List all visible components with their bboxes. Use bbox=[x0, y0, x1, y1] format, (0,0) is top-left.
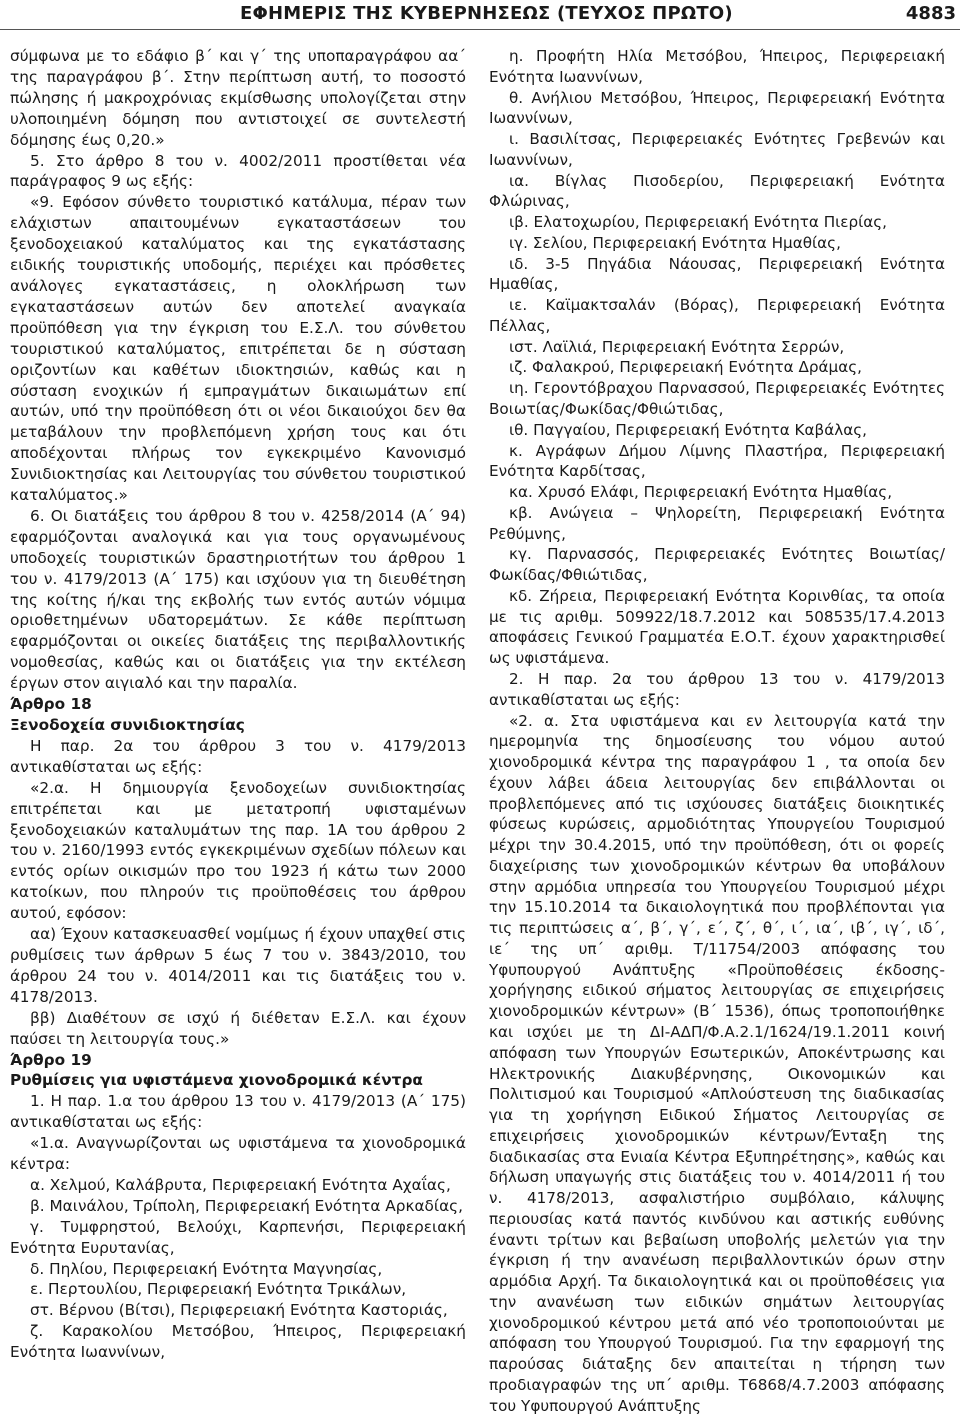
paragraph: σύμφωνα με το εδάφιο β΄ και γ΄ της υποπαραγράφου αα΄ της παραγράφου β΄. Στην περίπτωση αυτή, το ποσοστό πώλησης ή μακροχρόνιας εκμίσθωσης υπολογίζεται στην υλοποιημένη δόμηση που αντιστοιχεί σε συντελεστή δόμησης έως 0,20.» bbox=[10, 47, 466, 149]
list-item: θ. Ανήλιου Μετσόβου, Ήπειρος, Περιφερειακή Ενότητα Ιωαννίνων, bbox=[489, 88, 945, 128]
article-19-number: Άρθρο 19 bbox=[10, 1050, 92, 1069]
list-item: ιβ. Ελατοχωρίου, Περιφερειακή Ενότητα Πιερίας, bbox=[509, 213, 887, 232]
paragraph: ββ) Διαθέτουν σε ισχύ ή διέθεταν Ε.Σ.Λ. και έχουν παύσει τη λειτουργία τους.» bbox=[10, 1008, 466, 1048]
paragraph: 6. Οι διατάξεις του άρθρου 8 του ν. 4258/2014 (Α΄ 94) εφαρμόζονται αναλογικά και για τους οργανωμένους υποδοχείς τουριστικών δραστηριοτήτων του άρθρου 1 του ν. 4179/2013 (Α΄ 175) και ισχύουν για τη διευθέτηση της κοίτης ή/και της εκβολής των εντός αυτών νόμιμα οριοθετημένων υδατορεμάτων. Σε κάθε περίπτωση εφαρμόζονται οι οικείες διατάξεις της περιβαλλοντικής νομοθεσίας, καθώς και οι διατάξεις για την εκτέλεση έργων στον αιγιαλό και την παραλία. bbox=[10, 506, 466, 693]
right-column bbox=[489, 46, 945, 1417]
list-item: ιζ. Φαλακρού, Περιφερειακή Ενότητα Δράμας, bbox=[509, 358, 862, 377]
article-18-title: Ξενοδοχεία συνιδιοκτησίας bbox=[10, 716, 245, 734]
list-item: γ. Τυμφρηστού, Βελούχι, Καρπενήσι, Περιφερειακή Ενότητα Ευρυτανίας, bbox=[10, 1217, 466, 1257]
article-19-title: Ρυθμίσεις για υφιστάμενα χιονοδρομικά κέντρα bbox=[10, 1071, 423, 1090]
page-number: 4883 bbox=[905, 3, 956, 24]
list-item: κγ. Παρνασσός, Περιφερειακές Ενότητες Βοιωτίας/Φωκίδας/Φθιώτιδας, bbox=[489, 545, 945, 585]
list-item: ιε. Καϊμακτσαλάν (Βόρας), Περιφερειακή Ενότητα Πέλλας, bbox=[489, 296, 945, 335]
list-item: κδ. Ζήρεια, Περιφερειακή Ενότητα Κορινθίας, τα οποία με τις αριθμ. 509922/18.7.2012 και 508535/17.4.2013 αποφάσεις Γενικού Γραμματέα Ε.Ο.Τ. έχουν χαρακτηρισθεί ως υφιστάμενα. bbox=[489, 586, 945, 668]
list-item: β. Μαινάλου, Τρίπολη, Περιφερειακή Ενότητα Αρκαδίας, bbox=[30, 1196, 464, 1215]
paragraph: 1. Η παρ. 1.α του άρθρου 13 του ν. 4179/2013 (Α΄ 175) αντικαθίσταται ως εξής: bbox=[10, 1092, 466, 1132]
list-item: ιη. Γεροντόβραχου Παρνασσού, Περιφερειακές Ενότητες Βοιωτίας/Φωκίδας/Φθιώτιδας, bbox=[489, 379, 945, 419]
list-item: κ. Αγράφων Δήμου Λίμνης Πλαστήρα, Περιφερειακή Ενότητα Καρδίτσας, bbox=[489, 441, 945, 481]
list-item: ιδ. 3-5 Πηγάδια Νάουσας, Περιφερειακή Ενότητα Ημαθίας, bbox=[489, 254, 945, 294]
paragraph: «1.α. Αναγνωρίζονται ως υφιστάμενα τα χιονοδρομικά κέντρα: bbox=[10, 1134, 466, 1174]
list-item: ζ. Καρακολίου Μετσόβου, Ήπειρος, Περιφερειακή Ενότητα Ιωαννίνων, bbox=[10, 1322, 466, 1362]
paragraph: Η παρ. 2α του άρθρου 3 του ν. 4179/2013 αντικαθίσταται ως εξής: bbox=[10, 736, 466, 776]
left-column bbox=[10, 46, 466, 1363]
list-item: ια. Βίγλας Πισοδερίου, Περιφερειακή Ενότητα Φλώρινας, bbox=[489, 171, 945, 211]
list-item: ιθ. Παγγαίου, Περιφερειακή Ενότητα Καβάλας, bbox=[509, 420, 867, 439]
list-item: ε. Περτουλίου, Περιφερειακή Ενότητα Τρικάλων, bbox=[30, 1280, 407, 1299]
paragraph: «2. α. Στα υφιστάμενα και εν λειτουργία κατά την ημερομηνία της δημοσίευσης του νόμου αυτού χιονοδρομικά κέντρα της παραγράφου 1 , τα οποία δεν έχουν λάβει άδεια λειτουργίας δεν επιβάλλονται οι προβλεπόμενες από τις ισχύουσες διατάξεις διοικητικές φύσεως κυρώσεις, αρμοδιότητας Υπουργείου Τουρισμού μέχρι την 30.4.2015, υπό την προϋπόθεση, ότι οι φορείς διαχείρισης των χιονοδρομικών κέντρων θα υποβάλουν στην αρμόδια υπηρεσία του Υπουργείου Τουρισμού μέχρι την 15.10.2014 τα δικαιολογητικά που προβλέπονται για τις περιπτώσεις α΄, β΄, γ΄, ε΄, ζ΄, θ΄, ι΄, ια΄, ιβ΄, ιγ΄, ιδ΄, ιε΄ της υπ΄ αριθμ. Τ/11754/2003 απόφασης του Υφυπουργού Ανάπτυξης «Προϋποθέσεις έκδοσης-χορήγησης ειδικού σήματος λειτουργίας σε επιχειρήσεις χιονοδρομικών κέντρων» (Β΄ 1536), όπως τροποποιήθηκε και ισχύει με τη ΔΙ-ΑΔΠ/Φ.Α.2.1/1624/19.1.2011 κοινή απόφαση των Υπουργών Εσωτερικών, Αποκέντρωσης και Ηλεκτρονικής Διακυβέρνησης, Οικονομικών και Πολιτισμού και Τουρισμού «Απλούστευση της διαδικασίας για τη χορήγηση Ειδικού Σήματος Λειτουργίας σε επιχειρήσεις χιονοδρομικών κέντρων/Ένταξη της διαδικασίας στα Ενιαία Κέντρα Εξυπηρέτησης», καθώς και δήλωση υπαγωγής στις διατάξεις του ν. 4014/2011 ή του ν. 4178/2013, ασφαλιστήριο συμβόλαιο, κάλυψης περιουσίας κατά παντός κινδύνου και αστικής ευθύνης έναντι τρίτων και βεβαίωση υποβολής μελετών για την έγκριση ή την ανανέωση περιβαλλοντικών όρων στην αρμόδια Αρχή. Τα δικαιολογητικά και οι προϋποθέσεις για την ανανέωση των ειδικών σημάτων λειτουργίας χιονοδρομικού κέντρου μετά από νέο τροποποιούνται με απόφαση του Υπουργού Τουρισμού. Για την εφαρμογή της παρούσας διάταξης δεν απαιτείται η τήρηση των προδιαγραφών της υπ΄ αριθμ. Τ6868/4.7.2003 απόφασης του Υφυπουργού Ανάπτυξης bbox=[489, 711, 945, 1415]
paragraph: αα) Έχουν κατασκευασθεί νομίμως ή έχουν υπαχθεί στις ρυθμίσεις των άρθρων 5 έως 7 του ν. 3843/2010, του άρθρου 24 του ν. 4014/2011 και τις διατάξεις του ν. 4178/2013. bbox=[10, 925, 466, 1006]
list-item: δ. Πηλίου, Περιφερειακή Ενότητα Μαγνησίας, bbox=[30, 1259, 383, 1278]
list-item: κβ. Ανώγεια – Ψηλορείτη, Περιφερειακή Ενότητα Ρεθύμνης, bbox=[489, 503, 945, 543]
article-18-number: Άρθρο 18 bbox=[10, 695, 92, 714]
paragraph: 2. Η παρ. 2α του άρθρου 13 του ν. 4179/2013 αντικαθίσταται ως εξής: bbox=[489, 669, 945, 709]
paragraph: «9. Εφόσον σύνθετο τουριστικό κατάλυμα, πέραν των ελάχιστων απαιτουμένων εγκαταστάσεων του ξενοδοχειακού καταλύματος και της εγκατάστασης ειδικής τουριστικής υποδομής, περιέχει και πρόσθετες ανάλογες εγκαταστάσεις, η ολοκλήρωση των εγκαταστάσεων αυτών δεν αποτελεί αναγκαία προϋπόθεση για την έγκριση του Ε.Σ.Λ. του σύνθετου τουριστικού καταλύματος, επιτρέπεται δε η σύσταση οριζοντίων και καθέτων ιδιοκτησιών, καθώς και η σύσταση ενοχικών ή εμπραγμάτων δικαιωμάτων επί αυτών, υπό την προϋπόθεση ότι οι νέοι δικαιούχοι δεν θα μεταβάλουν την προβλεπόμενη χρήση τους και ότι αποδέχονται πλήρως τον εγκεκριμένο Κανονισμό Συνιδιοκτησίας και Λειτουργίας του σύνθετου τουριστικού καταλύματος.» bbox=[10, 193, 466, 505]
list-item: η. Προφήτη Ηλία Μετσόβου, Ήπειρος, Περιφερειακή Ενότητα Ιωαννίνων, bbox=[489, 47, 945, 86]
list-item: κα. Χρυσό Ελάφι, Περιφερειακή Ενότητα Ημαθίας, bbox=[509, 483, 893, 502]
list-item: ιγ. Σελίου, Περιφερειακή Ενότητα Ημαθίας, bbox=[509, 233, 841, 252]
list-item: στ. Βέρνου (Βίτσι), Περιφερειακή Ενότητα Καστοριάς, bbox=[30, 1301, 448, 1320]
header-rule bbox=[0, 29, 960, 30]
list-item: ιστ. Λαϊλιά, Περιφερειακή Ενότητα Σερρών, bbox=[509, 337, 845, 356]
paragraph: «2.α. Η δημιουργία ξενοδοχείων συνιδιοκτησίας επιτρέπεται και με μετατροπή υφισταμένων ξενοδοχειακών καταλυμάτων της παρ. 1Α του άρθρου 2 του ν. 2160/1993 εντός εγκεκριμένων σχεδίων πόλεων και εντός ορίων οικισμών προ του 1923 ή κάτω των 2000 κατοίκων, που πληρούν τις προϋποθέσεις του άρθρου αυτού, εφόσον: bbox=[10, 778, 466, 923]
gazette-title: ΕΦΗΜΕΡΙΣ ΤΗΣ ΚΥΒΕΡΝΗΣΕΩΣ (ΤΕΥΧΟΣ ΠΡΩΤΟ) bbox=[240, 3, 733, 24]
paragraph: 5. Στο άρθρο 8 του ν. 4002/2011 προστίθεται νέα παράγραφος 9 ως εξής: bbox=[10, 151, 466, 191]
list-item: ι. Βασιλίτσας, Περιφερειακές Ενότητες Γρεβενών και Ιωαννίνων, bbox=[489, 130, 945, 169]
page-header bbox=[0, 0, 960, 30]
list-item: α. Χελμού, Καλάβρυτα, Περιφερειακή Ενότητα Αχαΐας, bbox=[30, 1175, 451, 1194]
